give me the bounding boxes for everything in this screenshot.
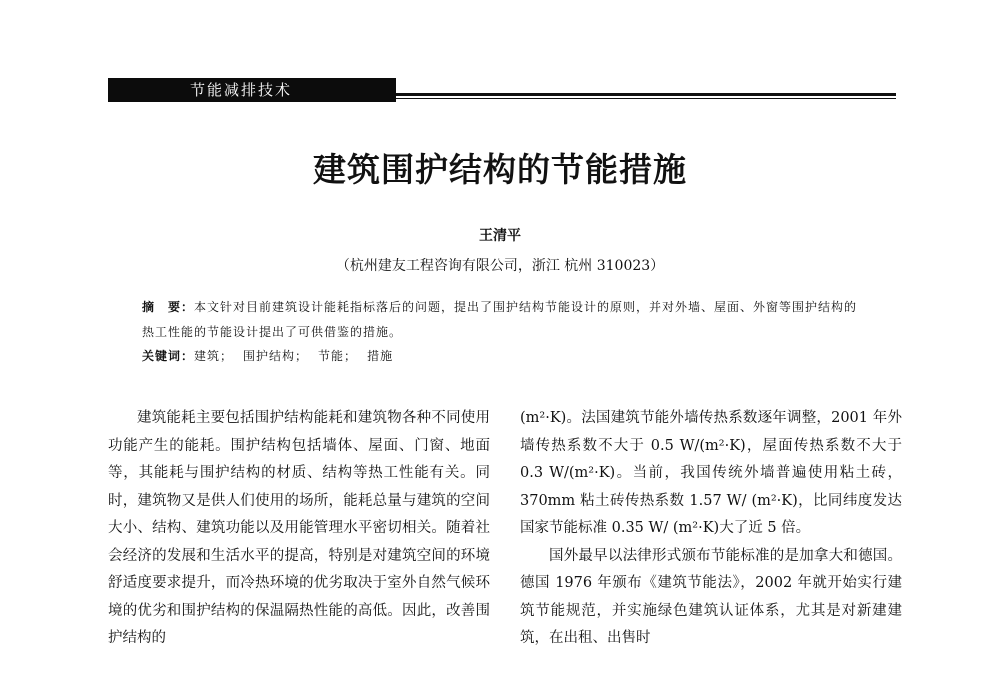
body-paragraph: 建筑能耗主要包括围护结构能耗和建筑物各种不同使用功能产生的能耗。围护结构包括墙体、屋面、门窗、地面等，其能耗与围护结构的材质、结构等热工性能有关。同时，建筑物又是供人们使用的场所，能耗总量与建筑的空间大小、结构、建筑功能以及用能管理水平密切相关。随着社会经济的发展和生活水平的提高，特别是对建筑空间的环境舒适度要求提升，而冷热环境的优劣取决于室外自然气候环境的优劣和围护结构的保温隔热性能的高低。因此，改善围护结构的 — [108, 410, 490, 646]
abstract-label: 摘 要： — [142, 300, 195, 314]
header-rule-thin — [396, 98, 896, 99]
keyword: 措施 — [367, 349, 394, 363]
body-paragraph: (m²·K)。法国建筑节能外墙传热系数逐年调整，2001 年外墙传热系数不大于 0.5 W/(m²·K)，屋面传热系数不大于 0.3 W/(m²·K)。当前，我国传统外墙普遍使用粘土砖，370mm 粘土砖传热系数 1.57 W/ (m²·K)，比同纬度发达国家节能标准 0.35 W/ (m²·K)大了近 5 倍。 — [520, 410, 902, 536]
abstract-text: 本文针对目前建筑设计能耗指标落后的问题，提出了围护结构节能设计的原则，并对外墙、屋面、外窗等围护结构的热工性能的节能设计提出了可供借鉴的措施。 — [142, 300, 858, 339]
author-name: 王清平 — [479, 228, 521, 244]
section-label: 节能减排技术 — [190, 81, 293, 99]
header-rule-thick — [396, 93, 896, 96]
abstract — [142, 295, 867, 345]
keyword: 节能； — [318, 349, 358, 363]
keyword: 建筑； — [194, 349, 234, 363]
keywords-label: 关键词： — [142, 349, 195, 363]
body-paragraph: 国外最早以法律形式颁布节能标准的是加拿大和德国。德国 1976 年颁布《建筑节能法》，2002 年就开始实行建筑节能规范，并实施绿色建筑认证体系，尤其是对新建建筑，在出租、出售时 — [520, 547, 902, 646]
keywords — [142, 346, 867, 366]
body-column-left — [108, 405, 490, 653]
author-affiliation: （杭州建友工程咨询有限公司，浙江 杭州 310023） — [335, 258, 665, 274]
body-column-right — [520, 405, 902, 653]
article-title: 建筑围护结构的节能措施 — [313, 150, 687, 189]
keyword: 围护结构； — [243, 349, 309, 363]
